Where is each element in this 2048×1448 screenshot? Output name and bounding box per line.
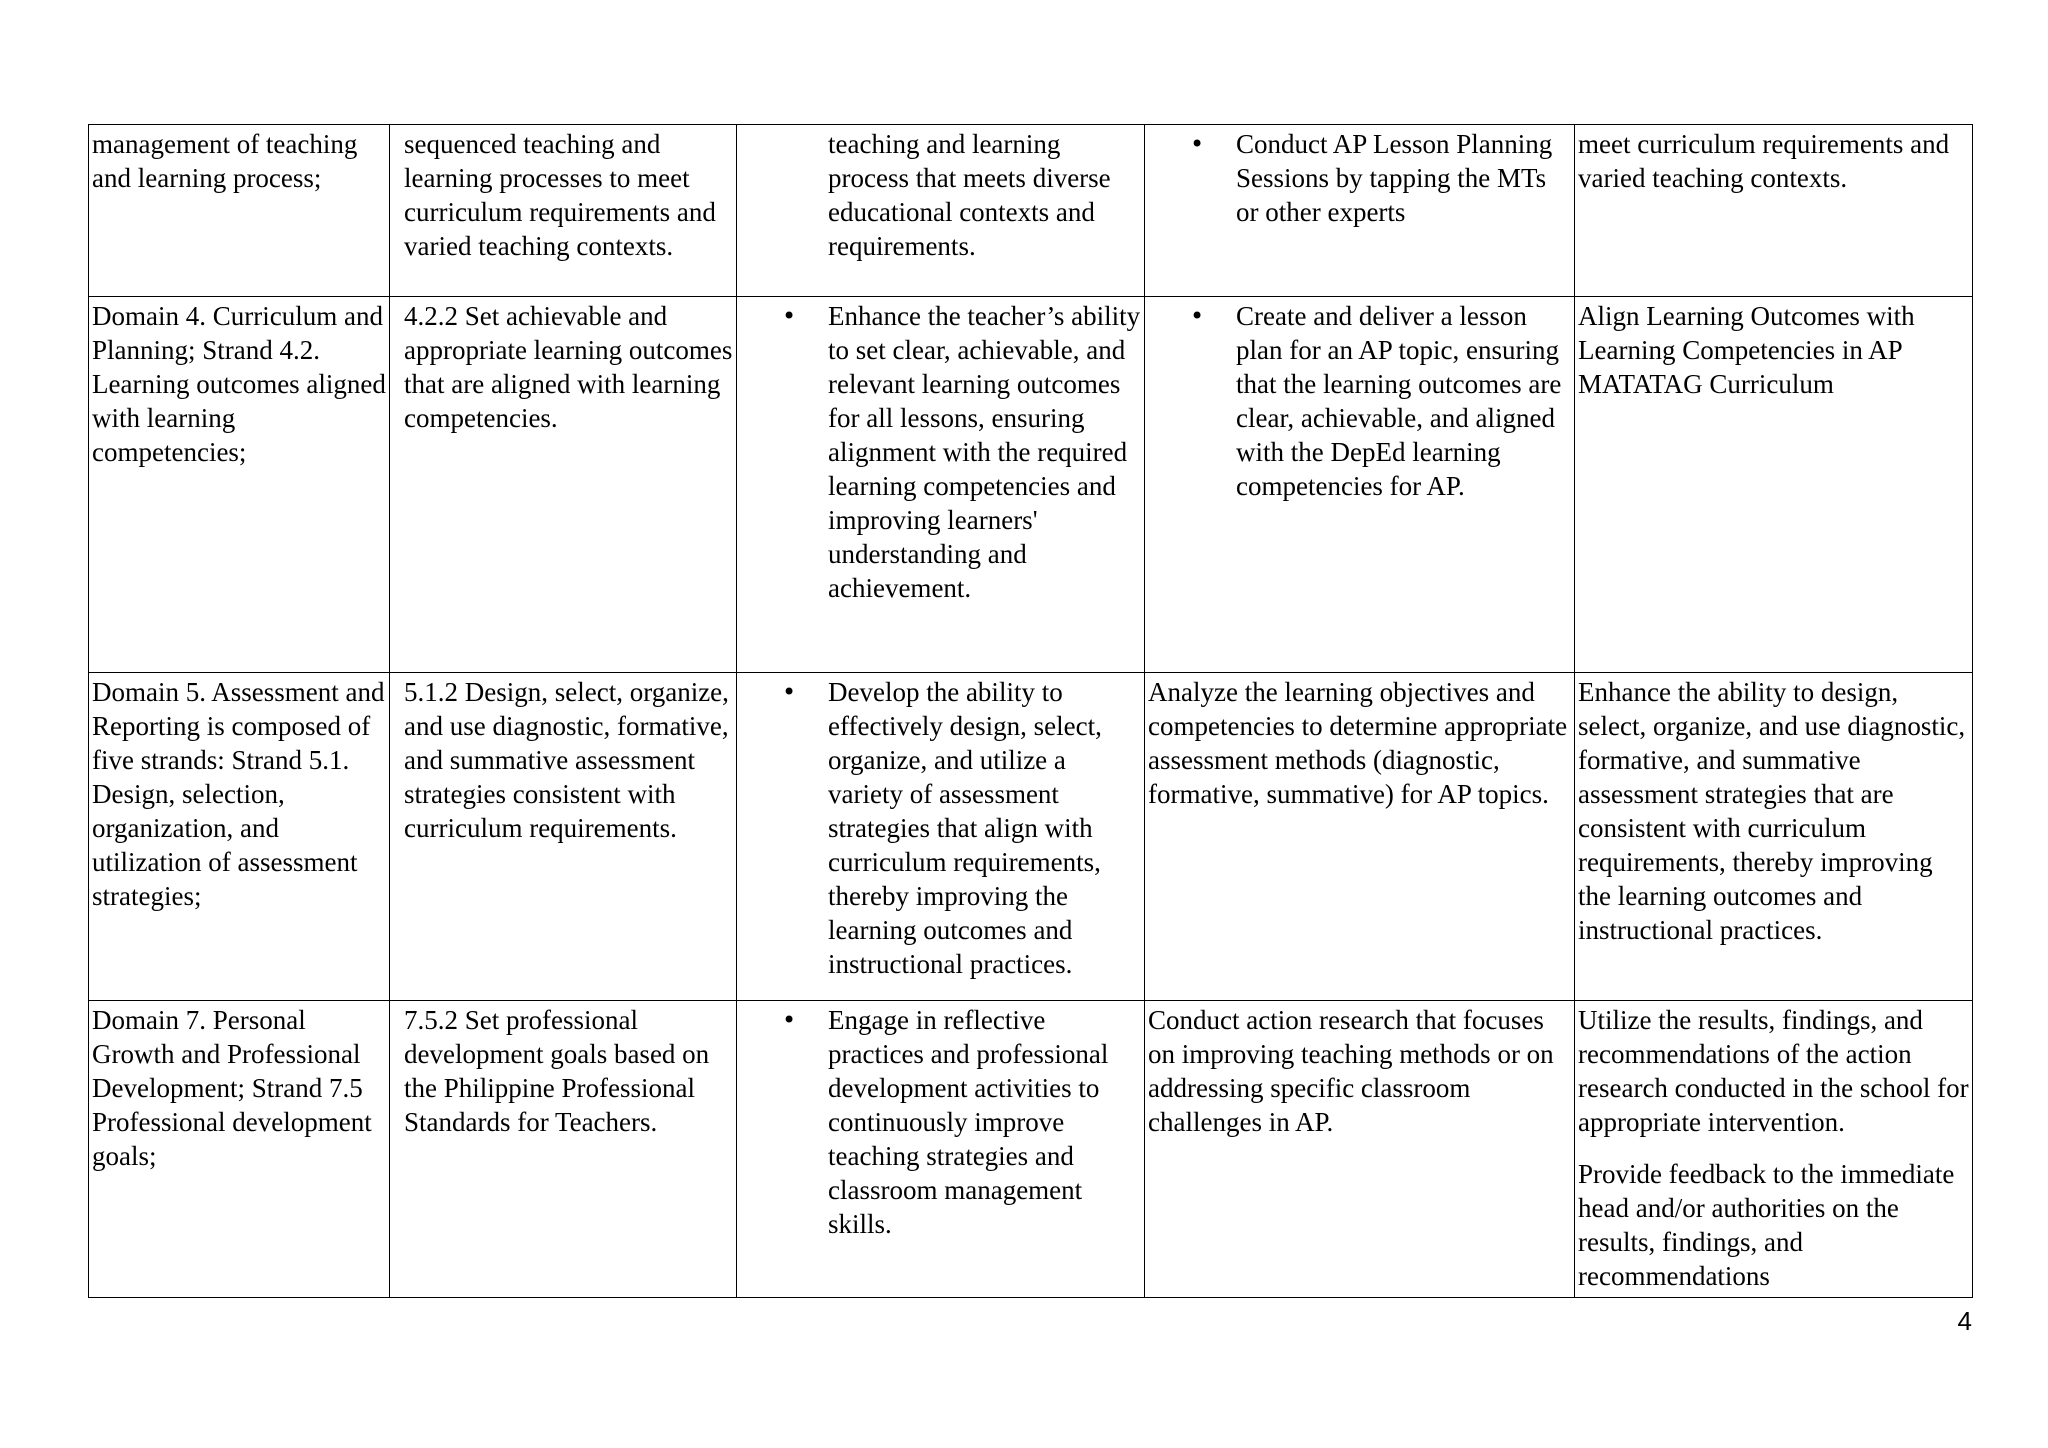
list-item: • Conduct AP Lesson Planning Sessions by tapping the MTs or other experts [1236, 127, 1571, 229]
list-item: • Develop the ability to effectively design, select, organize, and utilize a variety of assessment strategies that align with curriculum requirements, thereby improving the learning outcomes and instructional practices. [828, 675, 1141, 981]
table-row [89, 673, 1973, 1001]
table-row [89, 125, 1973, 297]
list-item: • Create and deliver a lesson plan for an AP topic, ensuring that the learning outcomes are clear, achievable, and aligned with the DepEd learning competencies for AP. [1236, 299, 1571, 503]
activity-list [1148, 299, 1571, 503]
domain-cell: management of teaching and learning process; [89, 125, 390, 297]
development-plan-table [88, 124, 1973, 1298]
objective-cell [737, 1001, 1145, 1298]
outcome-cell: Align Learning Outcomes with Learning Competencies in AP MATATAG Curriculum [1575, 297, 1973, 673]
activity-cell: Conduct action research that focuses on improving teaching methods or on addressing specific classroom challenges in AP. [1145, 1001, 1575, 1298]
indicator-cell: 4.2.2 Set achievable and appropriate learning outcomes that are aligned with learning competencies. [390, 297, 737, 673]
outcome-paragraph: Utilize the results, findings, and recommendations of the action research conducted in the school for appropriate intervention. [1578, 1005, 1969, 1137]
activity-cell [1145, 297, 1575, 673]
domain-cell: Domain 7. Personal Growth and Professional Development; Strand 7.5 Professional development goals; [89, 1001, 390, 1298]
domain-cell: Domain 5. Assessment and Reporting is composed of five strands: Strand 5.1. Design, selection, organization, and utilization of assessment strategies; [89, 673, 390, 1001]
outcome-paragraph: Provide feedback to the immediate head and/or authorities on the results, findings, and recommendations [1578, 1159, 1955, 1291]
domain-cell: Domain 4. Curriculum and Planning; Strand 4.2. Learning outcomes aligned with learning competencies; [89, 297, 390, 673]
table-row [89, 297, 1973, 673]
indicator-cell: sequenced teaching and learning processes to meet curriculum requirements and varied teaching contexts. [390, 125, 737, 297]
objective-list [740, 1003, 1141, 1241]
indicator-cell: 5.1.2 Design, select, organize, and use diagnostic, formative, and summative assessment strategies consistent with curriculum requirements. [390, 673, 737, 1001]
list-item: • Enhance the teacher’s ability to set clear, achievable, and relevant learning outcomes for all lessons, ensuring alignment with the required learning competencies and improving learners' understanding and achievement. [828, 299, 1141, 605]
page-number: 4 [1957, 1306, 1972, 1336]
outcome-cell: meet curriculum requirements and varied teaching contexts. [1575, 125, 1973, 297]
objective-cell [737, 673, 1145, 1001]
activity-cell: Analyze the learning objectives and competencies to determine appropriate assessment methods (diagnostic, formative, summative) for AP topics. [1145, 673, 1575, 1001]
activity-list [1148, 127, 1571, 229]
objective-list [740, 299, 1141, 605]
objective-list [740, 675, 1141, 981]
list-item: • Engage in reflective practices and professional development activities to continuously improve teaching strategies and classroom management skills. [828, 1003, 1141, 1241]
outcome-cell [1575, 1001, 1973, 1298]
objective-cell [737, 297, 1145, 673]
objective-text: teaching and learning process that meets diverse educational contexts and requirements. [828, 129, 1111, 261]
table-row [89, 1001, 1973, 1298]
activity-cell [1145, 125, 1575, 297]
outcome-cell: Enhance the ability to design, select, organize, and use diagnostic, formative, and summative assessment strategies that are consistent with curriculum requirements, thereby improving the learning outcomes and instructional practices. [1575, 673, 1973, 1001]
indicator-cell: 7.5.2 Set professional development goals based on the Philippine Professional Standards for Teachers. [390, 1001, 737, 1298]
objective-cell [737, 125, 1145, 297]
